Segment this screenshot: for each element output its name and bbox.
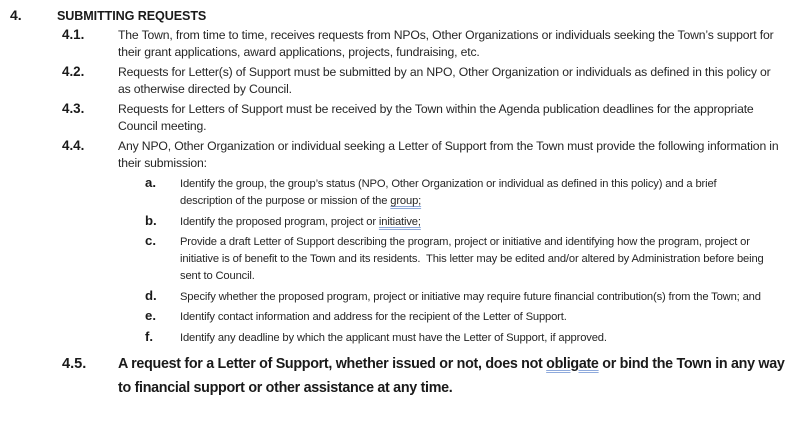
subclause-c xyxy=(145,233,791,285)
grammar-underlined-word: obligate xyxy=(546,355,599,372)
clause-text xyxy=(118,352,791,400)
clause-number: 4.3. xyxy=(62,101,85,116)
subclause-letter: e. xyxy=(145,308,156,323)
section-title: SUBMITTING REQUESTS xyxy=(57,9,207,23)
subclause-a xyxy=(145,175,791,210)
clause-text xyxy=(118,101,786,135)
subclause-letter: a. xyxy=(145,175,156,190)
subclause-list xyxy=(145,175,791,347)
text-run: Identify contact information and address for the recipient of the Letter of Support. xyxy=(180,311,567,323)
clause-text xyxy=(118,64,786,98)
text-run: Requests for Letters of Support must be received by the Town within the Agenda publication deadlines for the appropriate Council meeting. xyxy=(118,102,757,133)
text-run: or bind the Town in any way to financial support or other assistance at any time. xyxy=(118,355,789,396)
text-run: Any NPO, Other Organization or individual seeking a Letter of Support from the Town must provide the following information in their submission: xyxy=(118,139,782,170)
text-run: Requests for Letter(s) of Support must be submitted by an NPO, Other Organization or individuals as defined in this policy or as otherwise directed by Council. xyxy=(118,65,774,96)
subclause-text xyxy=(180,330,607,347)
clause-4-1 xyxy=(62,27,791,61)
subclause-letter: d. xyxy=(145,287,157,303)
clause-number: 4.1. xyxy=(62,27,85,42)
subclause-text xyxy=(180,214,421,231)
subclause-e xyxy=(145,308,791,326)
section-number: 4. xyxy=(10,7,22,23)
clause-4-4 xyxy=(62,138,791,172)
section-heading xyxy=(10,7,791,23)
subclause-letter: f. xyxy=(145,328,154,344)
clause-text xyxy=(118,138,786,172)
subclause-text xyxy=(180,309,567,326)
clause-4-3 xyxy=(62,101,791,135)
subclause-text xyxy=(180,234,765,285)
clause-number: 4.2. xyxy=(62,64,85,79)
clause-number: 4.4. xyxy=(62,138,85,153)
clause-text xyxy=(118,27,786,61)
subclause-letter: b. xyxy=(145,212,157,228)
text-run: Provide a draft Letter of Support describing the program, project or initiative and identifying how the program, project or initiative is of benefit to the Town and its residents. This letter may be edited and/or altered by Administration before being sent to Council. xyxy=(180,236,767,282)
text-run: Identify any deadline by which the applicant must have the Letter of Support, if approved. xyxy=(180,331,607,344)
text-run: Specify whether the proposed program, project or initiative may require future financial contribution(s) from the Town; and xyxy=(180,290,761,303)
clause-number: 4.5. xyxy=(62,355,87,372)
text-run: Identify the group, the group’s status (NPO, Other Organization or individual as defined in this policy) and a brief description of the purpose or mission of the xyxy=(180,178,720,207)
subclause-d xyxy=(145,288,791,306)
grammar-underlined-word: initiative; xyxy=(378,215,421,228)
subclause-b xyxy=(145,213,791,231)
subclause-letter: c. xyxy=(145,233,156,248)
text-run: A request for a Letter of Support, whether issued or not, does not xyxy=(118,355,547,372)
clause-4-2 xyxy=(62,64,791,98)
grammar-underlined-word: group; xyxy=(390,195,422,207)
text-run: The Town, from time to time, receives requests from NPOs, Other Organizations or individuals seeking the Town’s support for their grant applications, award applications, projects, fundraising, etc. xyxy=(118,28,777,59)
text-run: Identify the proposed program, project or xyxy=(180,215,379,228)
subclause-text xyxy=(180,176,765,210)
subclause-text xyxy=(180,289,761,306)
subclause-f xyxy=(145,329,791,347)
clause-4-5 xyxy=(62,352,791,400)
